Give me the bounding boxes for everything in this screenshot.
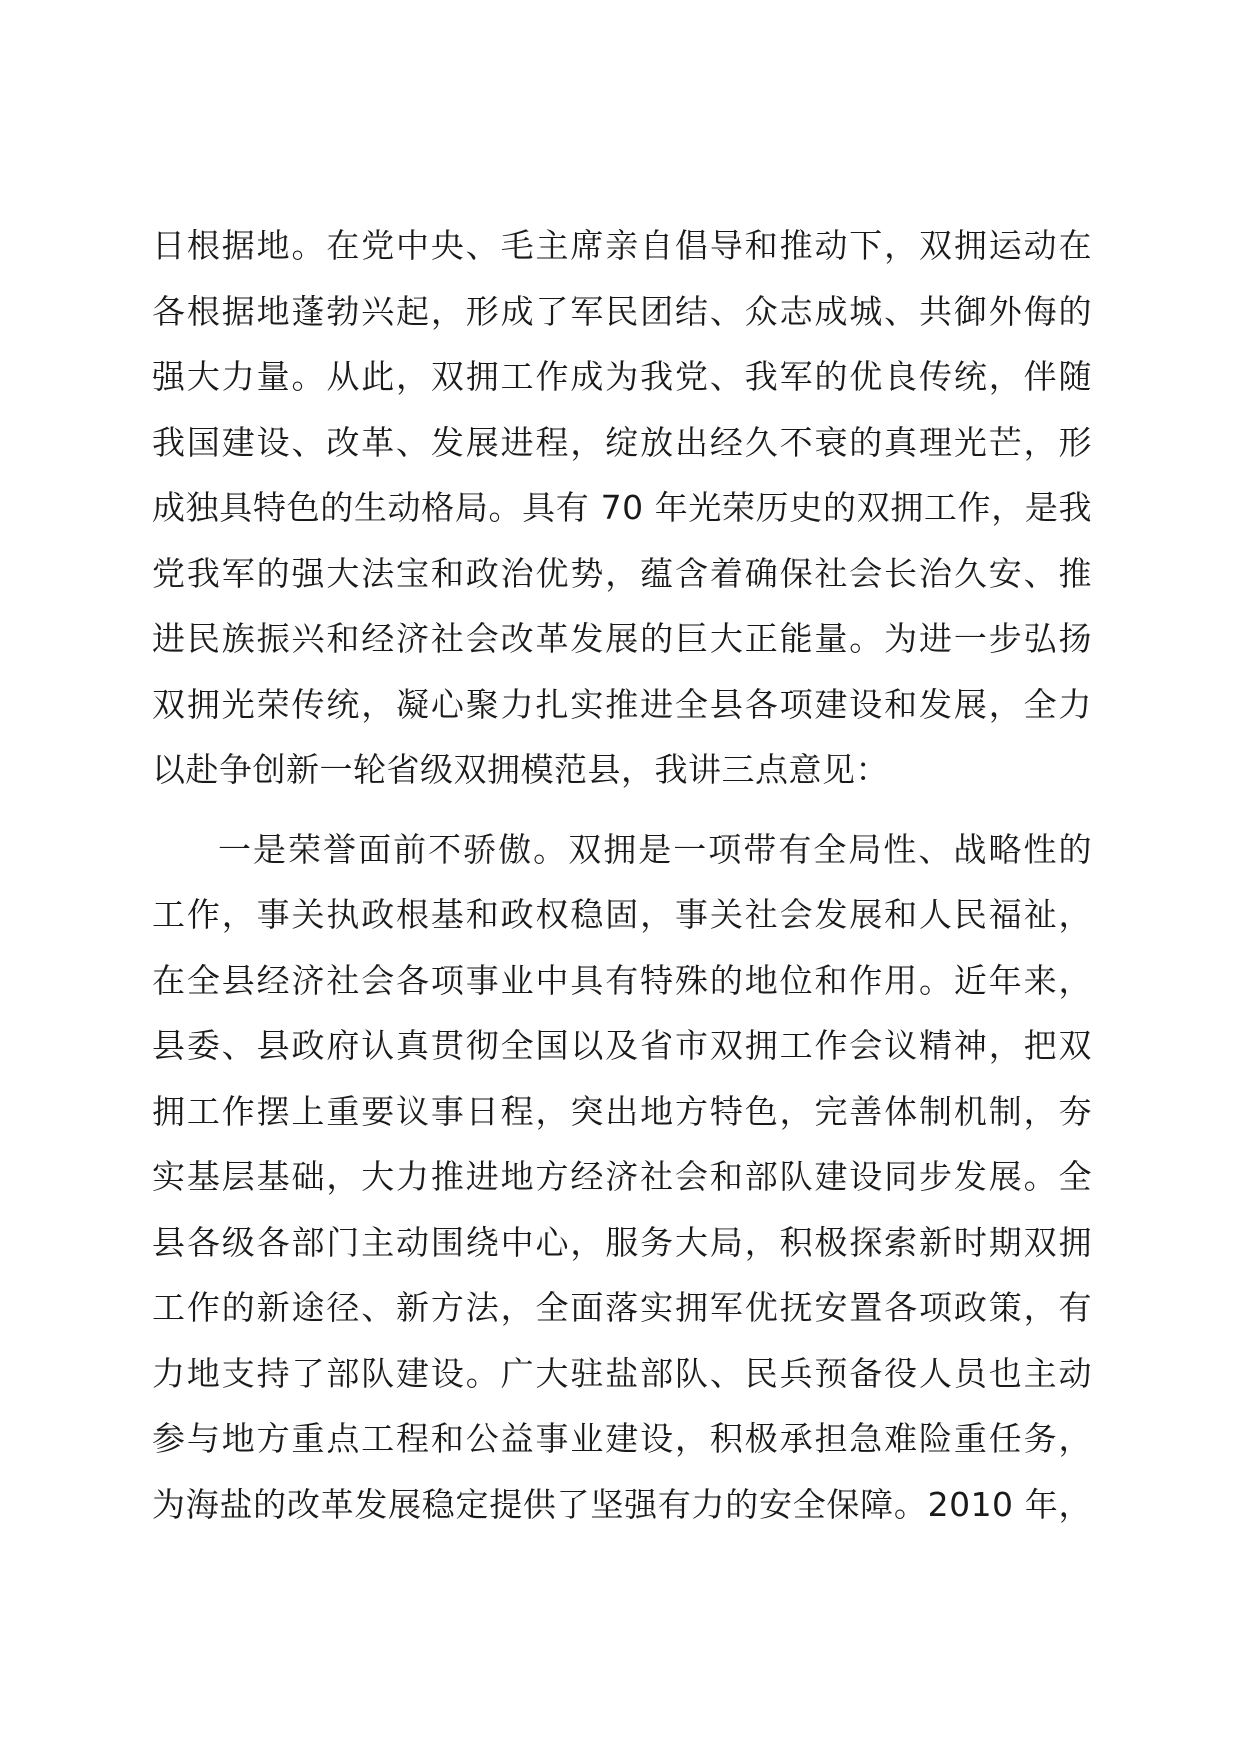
paragraph-1 — [152, 213, 1092, 803]
text-line: 进民族振兴和经济社会改革发展的巨大正能量。为进一步弘扬 — [152, 619, 1092, 658]
text-line: 力地支持了部队建设。广大驻盐部队、民兵预备役人员也主动 — [152, 1353, 1092, 1393]
text-line: 县各级各部门主动围绕中心，服务大局，积极探索新时期双拥 — [152, 1222, 1092, 1262]
text-line: 一是荣誉面前不骄傲。双拥是一项带有全局性、战略性的 — [218, 829, 1092, 869]
text-line: 双拥光荣传统，凝心聚力扎实推进全县各项建设和发展，全力 — [152, 684, 1092, 724]
text-line: 各根据地蓬勃兴起，形成了军民团结、众志成城、共御外侮的 — [152, 291, 1092, 331]
text-line: 为海盐的改革发展稳定提供了坚强有力的安全保障。2010 年， — [152, 1484, 1092, 1524]
text-line: 日根据地。在党中央、毛主席亲自倡导和推动下，双拥运动在 — [152, 226, 1092, 265]
text-line: 拥工作摆上重要议事日程，突出地方特色，完善体制机制，夯 — [152, 1091, 1092, 1131]
text-line: 以赴争创新一轮省级双拥模范县，我讲三点意见： — [152, 750, 889, 789]
document-body — [152, 213, 1092, 1537]
text-line: 我国建设、改革、发展进程，绽放出经久不衰的真理光芒，形 — [152, 422, 1092, 462]
text-line: 实基层基础，大力推进地方经济社会和部队建设同步发展。全 — [152, 1157, 1092, 1196]
text-line: 县委、县政府认真贯彻全国以及省市双拥工作会议精神，把双 — [152, 1026, 1092, 1065]
text-line: 成独具特色的生动格局。具有 70 年光荣历史的双拥工作，是我 — [152, 488, 1092, 527]
text-line: 强大力量。从此，双拥工作成为我党、我军的优良传统，伴随 — [152, 357, 1092, 396]
text-line: 工作的新途径、新方法，全面落实拥军优抚安置各项政策，有 — [152, 1288, 1092, 1327]
paragraph-2 — [152, 817, 1092, 1538]
paragraph-spacer — [152, 803, 1092, 817]
text-line: 党我军的强大法宝和政治优势，蕴含着确保社会长治久安、推 — [152, 553, 1092, 593]
text-line: 工作，事关执政根基和政权稳固，事关社会发展和人民福祉， — [152, 895, 1092, 934]
text-line: 参与地方重点工程和公益事业建设，积极承担急难险重任务， — [152, 1419, 1092, 1458]
text-line: 在全县经济社会各项事业中具有特殊的地位和作用。近年来， — [152, 960, 1092, 1000]
